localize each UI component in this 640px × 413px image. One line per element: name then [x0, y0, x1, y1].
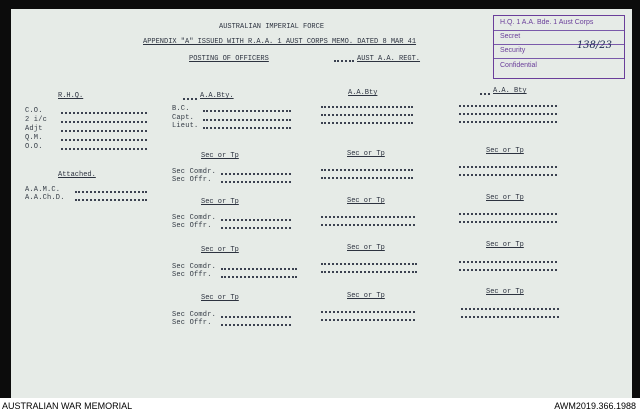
section-dotted-line — [321, 319, 415, 321]
rhq-dotted-line — [61, 112, 147, 114]
section-dotted-line — [459, 261, 557, 263]
section-role: Sec Offr. — [172, 271, 212, 279]
battery-role: Lieut. — [172, 122, 199, 130]
battery-dotted-line — [203, 110, 291, 112]
section-dotted-line — [459, 269, 557, 271]
stamp-divider — [494, 30, 624, 31]
section-dotted-line — [459, 213, 557, 215]
rhq-dotted-line — [61, 148, 147, 150]
section-dotted-line — [221, 227, 291, 229]
attached-heading: Attached. — [58, 171, 96, 179]
rhq-role: C.O. — [25, 107, 43, 115]
battery-dotted-line — [459, 105, 557, 107]
battery-dotted-line — [183, 98, 197, 100]
section-dotted-line — [221, 173, 291, 175]
section-heading: Sec or Tp — [486, 147, 524, 155]
section-dotted-line — [461, 308, 559, 310]
rhq-dotted-line — [61, 139, 147, 141]
regt-heading: AUST A.A. REGT. — [357, 55, 421, 63]
footer-credit: AUSTRALIAN WAR MEMORIAL — [2, 401, 133, 411]
section-role: Sec Offr. — [172, 319, 212, 327]
section-dotted-line — [321, 263, 417, 265]
rhq-heading: R.H.Q. — [58, 92, 84, 100]
section-dotted-line — [459, 166, 557, 168]
section-heading: Sec or Tp — [201, 198, 239, 206]
section-heading: Sec or Tp — [347, 244, 385, 252]
section-role: Sec Comdr. — [172, 214, 217, 222]
rhq-role: Q.M. — [25, 134, 43, 142]
section-dotted-line — [321, 177, 413, 179]
stamp-number: 138/23 — [576, 40, 612, 51]
section-dotted-line — [321, 216, 415, 218]
stamp-secret: Secret — [500, 33, 521, 40]
stamp-title: H.Q. 1 A.A. Bde. 1 Aust Corps — [500, 19, 594, 26]
rhq-dotted-line — [61, 121, 147, 123]
section-heading: Sec or Tp — [347, 150, 385, 158]
section-dotted-line — [459, 221, 557, 223]
battery-role: B.C. — [172, 105, 190, 113]
section-role: Sec Comdr. — [172, 168, 217, 176]
battery-dotted-line — [459, 121, 557, 123]
battery-dotted-line — [321, 122, 413, 124]
section-heading: Sec or Tp — [201, 294, 239, 302]
section-heading: Sec or Tp — [486, 288, 524, 296]
battery-heading: A.A. Bty — [493, 87, 527, 95]
appendix-line: APPENDIX "A" ISSUED WITH R.A.A. 1 AUST CORPS MEMO. DATED 8 MAR 41 — [143, 38, 417, 46]
battery-heading: A.A.Bty. — [200, 92, 234, 100]
section-dotted-line — [321, 224, 415, 226]
section-dotted-line — [321, 311, 415, 313]
rhq-dotted-line — [61, 130, 147, 132]
section-dotted-line — [221, 268, 297, 270]
section-dotted-line — [221, 316, 291, 318]
rhq-role: Adjt — [25, 125, 43, 133]
rhq-role: O.O. — [25, 143, 43, 151]
document-sheet — [11, 9, 632, 398]
battery-dotted-line — [203, 119, 291, 121]
battery-dotted-line — [321, 106, 413, 108]
section-dotted-line — [221, 219, 291, 221]
posting-heading: POSTING OF OFFICERS — [189, 55, 269, 63]
section-dotted-line — [221, 276, 297, 278]
section-heading: Sec or Tp — [347, 292, 385, 300]
rhq-role: 2 i/c — [25, 116, 48, 124]
attached-role: A.A.Ch.D. — [25, 194, 65, 202]
footer-bar — [0, 400, 640, 413]
battery-dotted-line — [203, 127, 291, 129]
regt-dotted-line — [334, 60, 354, 62]
battery-dotted-line — [459, 113, 557, 115]
section-role: Sec Offr. — [172, 176, 212, 184]
section-dotted-line — [321, 169, 413, 171]
attached-dotted-line — [75, 191, 147, 193]
footer-accession-number: AWM2019.366.1988 — [554, 401, 636, 411]
section-dotted-line — [459, 174, 557, 176]
battery-dotted-line — [321, 114, 413, 116]
section-dotted-line — [221, 181, 291, 183]
section-heading: Sec or Tp — [201, 246, 239, 254]
section-dotted-line — [321, 271, 417, 273]
section-role: Sec Comdr. — [172, 263, 217, 271]
battery-heading: A.A.Bty — [348, 89, 378, 97]
section-dotted-line — [221, 324, 291, 326]
section-heading: Sec or Tp — [201, 152, 239, 160]
battery-dotted-line — [480, 93, 490, 95]
document-title: AUSTRALIAN IMPERIAL FORCE — [219, 23, 325, 31]
attached-role: A.A.M.C. — [25, 186, 61, 194]
section-dotted-line — [461, 316, 559, 318]
stamp-divider — [494, 58, 624, 59]
classification-stamp — [493, 15, 625, 79]
section-heading: Sec or Tp — [486, 194, 524, 202]
section-role: Sec Offr. — [172, 222, 212, 230]
stamp-security: Security — [500, 47, 526, 54]
attached-dotted-line — [75, 199, 147, 201]
stamp-confidential: Confidential — [500, 62, 537, 69]
battery-role: Capt. — [172, 114, 195, 122]
section-role: Sec Comdr. — [172, 311, 217, 319]
section-heading: Sec or Tp — [486, 241, 524, 249]
section-heading: Sec or Tp — [347, 197, 385, 205]
